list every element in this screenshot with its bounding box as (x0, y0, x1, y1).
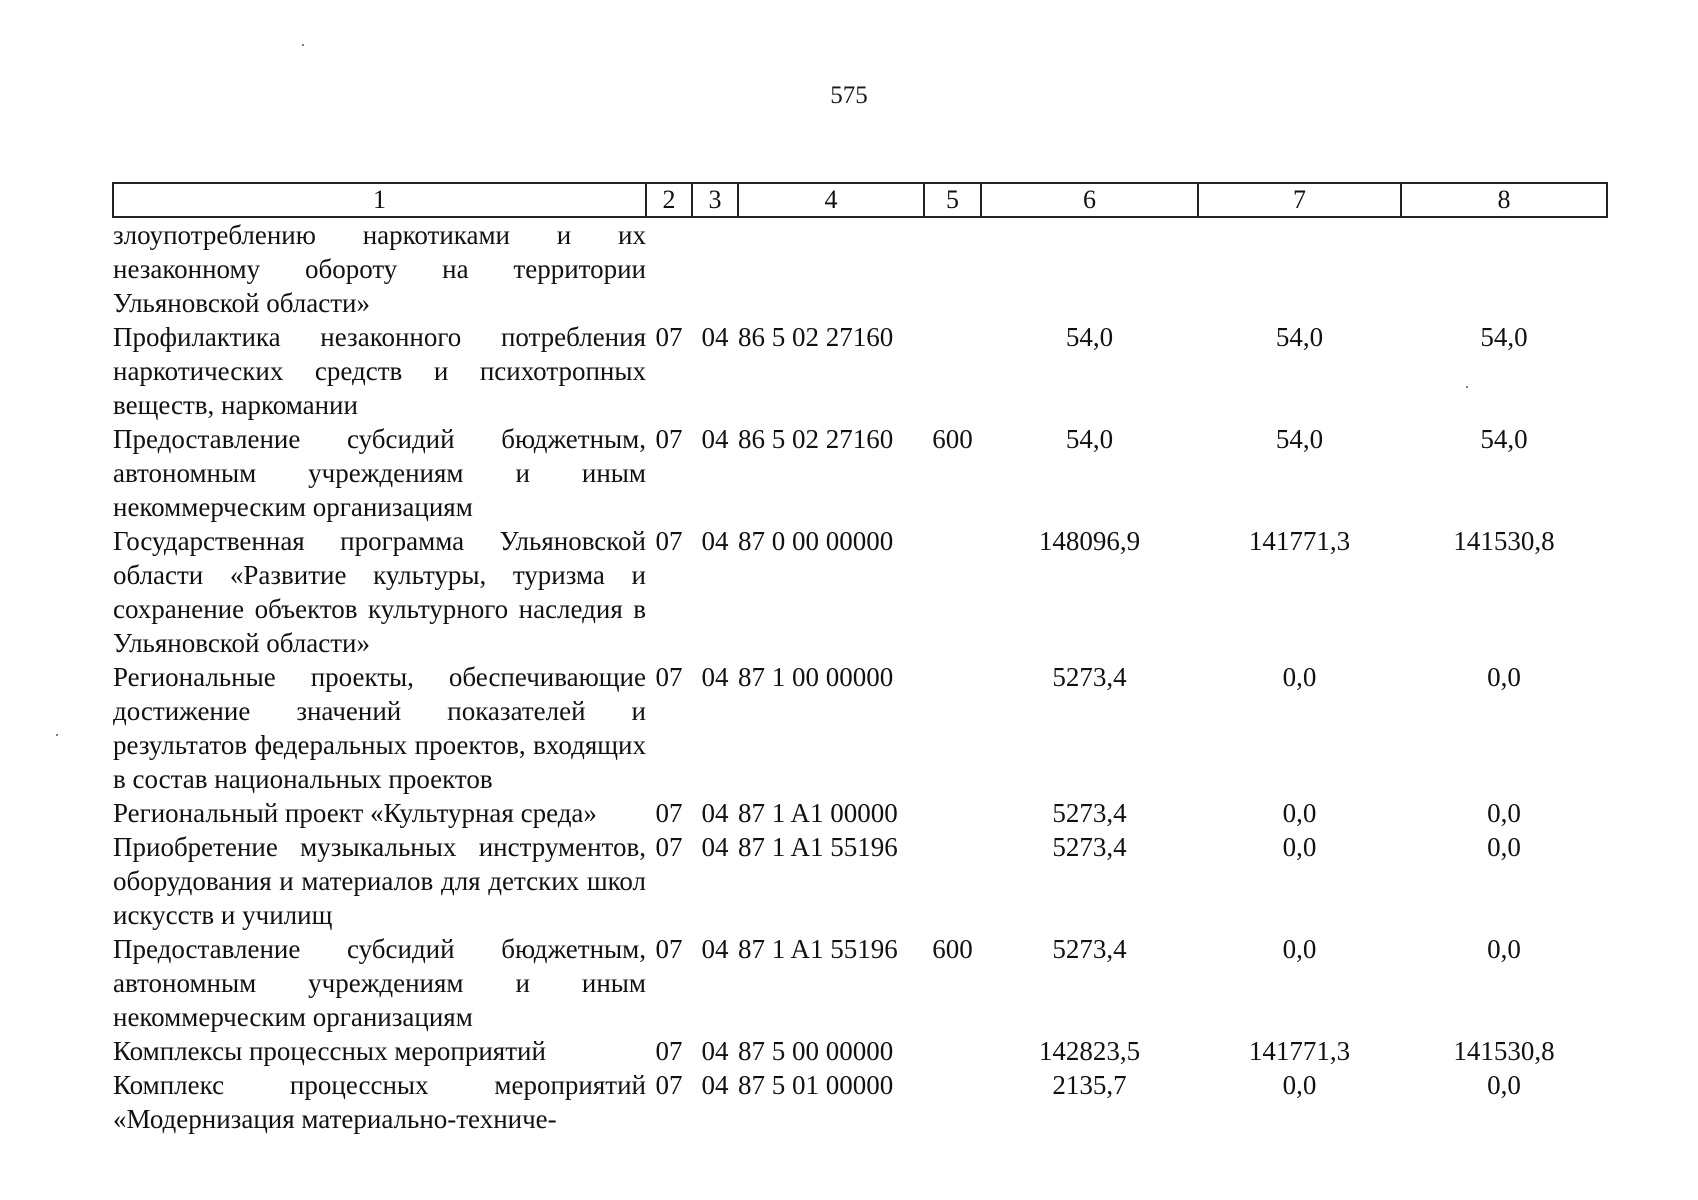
amount-col-7: 0,0 (1282, 934, 1317, 964)
amount-col-6: 5273,4 (1052, 934, 1127, 964)
target-article-code: 87 5 00 00000 (738, 1036, 894, 1066)
amount-col-8: 0,0 (1487, 934, 1521, 964)
amount-col-7: 0,0 (1282, 662, 1317, 692)
subsection-code: 04 (701, 526, 729, 556)
table-row (113, 524, 1607, 660)
table-row (113, 830, 1607, 932)
target-article-code: 87 5 01 00000 (738, 1070, 894, 1100)
amount-col-7: 54,0 (1275, 322, 1324, 352)
item-name: Приобретение музыкальных инструментов, оборудования и материалов для детских школ искусств и училищ (113, 832, 646, 930)
subsection-code: 04 (701, 1070, 729, 1100)
item-name: Государственная программа Ульяновской области «Развитие культуры, туризма и сохранение объектов культурного наследия в Ульяновской области» (113, 526, 646, 658)
amount-col-6: 2135,7 (1052, 1070, 1127, 1100)
amount-col-7: 141771,3 (1248, 526, 1351, 556)
header-cell: 2 (646, 183, 692, 217)
item-name: Комплекс процессных мероприятий «Модернизация материально-техниче- (113, 1070, 646, 1134)
subsection-code: 04 (701, 1036, 729, 1066)
item-name: злоупотреблению наркотиками и их незаконному обороту на территории Ульяновской области» (113, 220, 646, 318)
section-code: 07 (655, 1036, 683, 1066)
target-article-code: 87 1 A1 00000 (738, 798, 898, 828)
amount-col-6 (981, 217, 1198, 320)
expense-type-code (924, 830, 981, 932)
amount-col-8: 54,0 (1480, 322, 1528, 352)
table-row (113, 422, 1607, 524)
item-name: Предоставление субсидий бюджетным, автономным учреждениям и иным некоммерческим организациям (113, 934, 646, 1032)
header-cell: 1 (113, 183, 646, 217)
header-cell: 5 (924, 183, 981, 217)
subsection-code: 04 (701, 934, 729, 964)
item-name: Профилактика незаконного потребления наркотических средств и психотропных веществ, наркомании (113, 322, 646, 420)
table-row (113, 1034, 1607, 1068)
amount-col-7: 0,0 (1282, 798, 1317, 828)
header-cell: 8 (1401, 183, 1607, 217)
amount-col-8: 0,0 (1487, 832, 1521, 862)
target-article-code: 86 5 02 27160 (738, 424, 894, 454)
target-article-code: 87 1 A1 55196 (738, 832, 898, 862)
budget-table (112, 182, 1608, 1136)
amount-col-8 (1401, 217, 1607, 320)
item-name: Комплексы процессных мероприятий (113, 1036, 546, 1066)
amount-col-8: 0,0 (1487, 798, 1521, 828)
target-article-code: 87 1 A1 55196 (738, 934, 898, 964)
section-code: 07 (655, 798, 683, 828)
header-cell: 6 (981, 183, 1198, 217)
section-code: 07 (655, 526, 683, 556)
target-article-code: 87 0 00 00000 (738, 526, 894, 556)
expense-type-code: 600 (932, 934, 973, 964)
expense-type-code (924, 1034, 981, 1068)
section-code: 07 (655, 1070, 683, 1100)
amount-col-7: 0,0 (1282, 832, 1317, 862)
amount-col-7: 0,0 (1282, 1070, 1317, 1100)
amount-col-8: 0,0 (1487, 662, 1521, 692)
amount-col-6: 54,0 (1065, 322, 1114, 352)
amount-col-6: 148096,9 (1038, 526, 1141, 556)
page-number: 575 (830, 82, 868, 109)
subsection-code: 04 (701, 798, 729, 828)
expense-type-code (924, 320, 981, 422)
expense-type-code (924, 524, 981, 660)
section-code: 07 (655, 322, 683, 352)
expense-type-code (924, 1068, 981, 1136)
scan-speck (302, 44, 304, 46)
target-article-code (738, 217, 924, 320)
expense-type-code (924, 217, 981, 320)
expense-type-code: 600 (932, 424, 973, 454)
target-article-code: 87 1 00 00000 (738, 662, 894, 692)
subsection-code: 04 (701, 424, 729, 454)
section-code (646, 217, 692, 320)
amount-col-7: 141771,3 (1248, 1036, 1351, 1066)
amount-col-8: 141530,8 (1453, 1036, 1555, 1066)
item-name: Региональные проекты, обеспечивающие достижение значений показателей и результатов федеральных проектов, входящих в состав национальных проектов (113, 662, 646, 794)
header-row (113, 183, 1607, 217)
expense-type-code (924, 796, 981, 830)
amount-col-6: 54,0 (1065, 424, 1114, 454)
table-row (113, 932, 1607, 1034)
item-name: Предоставление субсидий бюджетным, автономным учреждениям и иным некоммерческим организациям (113, 424, 646, 522)
header-cell: 7 (1198, 183, 1401, 217)
scan-speck (56, 734, 58, 736)
amount-col-6: 5273,4 (1052, 832, 1127, 862)
table-row (113, 217, 1607, 320)
section-code: 07 (655, 662, 683, 692)
subsection-code: 04 (701, 322, 729, 352)
subsection-code: 04 (701, 662, 729, 692)
header-cell: 3 (692, 183, 738, 217)
amount-col-7 (1198, 217, 1401, 320)
section-code: 07 (655, 832, 683, 862)
table-row (113, 320, 1607, 422)
item-name: Региональный проект «Культурная среда» (113, 798, 597, 828)
table-row (113, 1068, 1607, 1136)
section-code: 07 (655, 424, 683, 454)
amount-col-6: 142823,5 (1038, 1036, 1141, 1066)
amount-col-7: 54,0 (1275, 424, 1324, 454)
amount-col-6: 5273,4 (1052, 662, 1127, 692)
amount-col-8: 141530,8 (1453, 526, 1555, 556)
amount-col-8: 54,0 (1480, 424, 1528, 454)
amount-col-8: 0,0 (1487, 1070, 1521, 1100)
amount-col-6: 5273,4 (1052, 798, 1127, 828)
subsection-code: 04 (701, 832, 729, 862)
header-cell: 4 (738, 183, 924, 217)
table-row (113, 660, 1607, 796)
section-code: 07 (655, 934, 683, 964)
subsection-code (692, 217, 738, 320)
table-row (113, 796, 1607, 830)
target-article-code: 86 5 02 27160 (738, 322, 894, 352)
expense-type-code (924, 660, 981, 796)
